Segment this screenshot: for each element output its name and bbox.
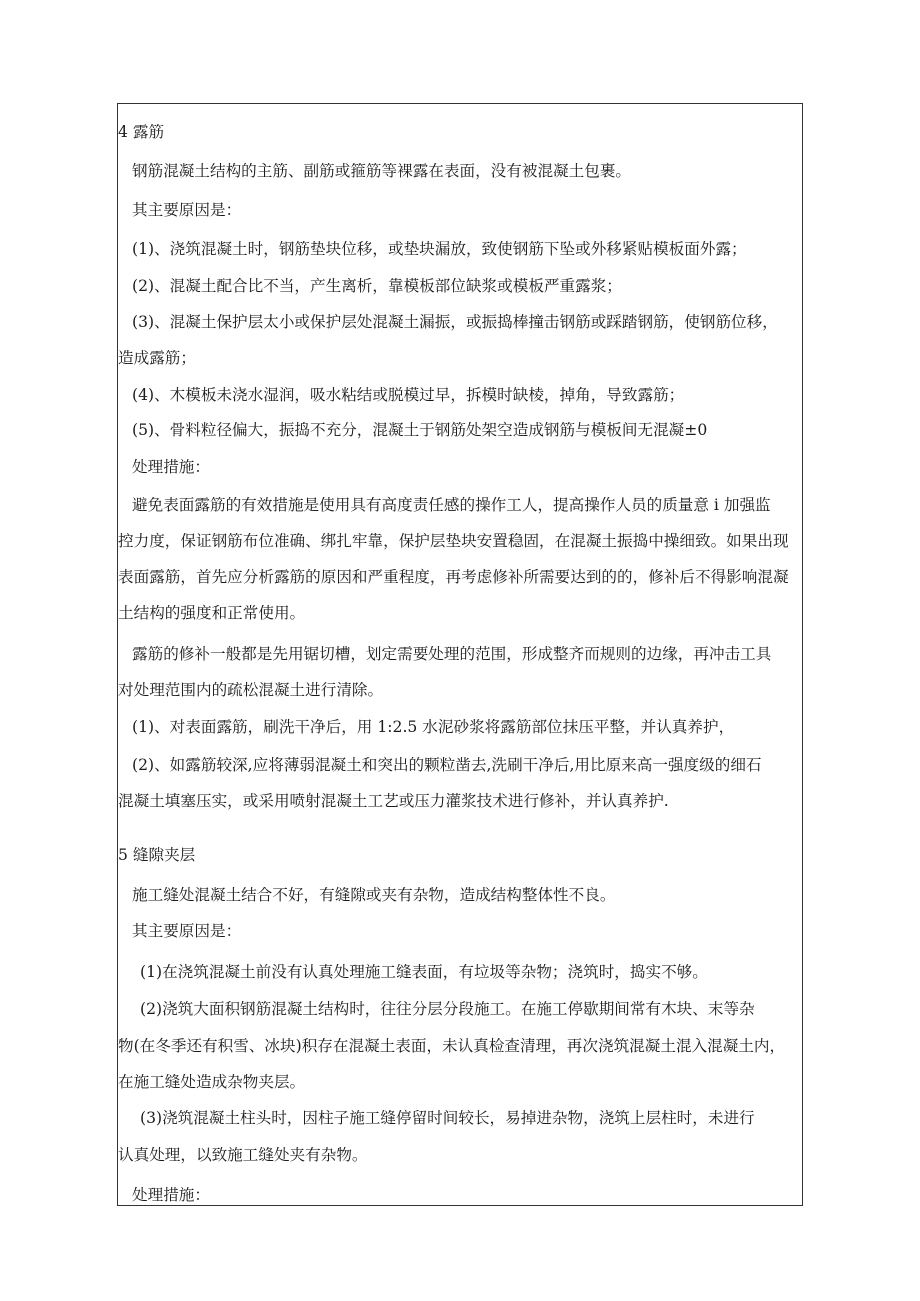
section-5-title: 5 缝隙夹层 xyxy=(118,846,196,864)
section-5-cause-3-line-1: (3)浇筑混凝土柱头时，因柱子施工缝停留时间较长，易掉进杂物，浇筑上层柱时，未进行 xyxy=(140,1109,755,1127)
section-4-para-1-line-1: 避免表面露筋的有效措施是使用具有高度责任感的操作工人，提高操作人员的质量意 i 加强监 xyxy=(132,496,771,514)
section-4-cause-1: (1)、浇筑混凝土时，钢筋垫块位移，或垫块漏放，致使钢筋下坠或外移紧贴模板面外露； xyxy=(132,240,747,258)
section-4-cause-4: (4)、木模板未浇水湿润，吸水粘结或脱模过早，拆模时缺棱，掉角，导致露筋； xyxy=(132,386,685,404)
section-4-para-1-line-2: 控力度，保证钢筋布位准确、绑扎牢靠，保护层垫块安置稳固，在混凝土振捣中操细致。如果出现 xyxy=(118,532,789,550)
section-4-title: 4 露筋 xyxy=(118,123,165,141)
section-4-fix-1: (1)、对表面露筋，刷洗干净后，用 1:2.5 水泥砂浆将露筋部位抹压平整，并认真养护， xyxy=(132,718,735,736)
section-4-measures-title: 处理措施： xyxy=(132,458,210,476)
section-4-definition: 钢筋混凝土结构的主筋、副筋或箍筋等裸露在表面，没有被混凝土包裹。 xyxy=(132,162,632,180)
section-4-para-2-line-2: 对处理范围内的疏松混凝土进行清除。 xyxy=(118,681,384,699)
section-4-para-2-line-1: 露筋的修补一般都是先用锯切槽，划定需要处理的范围，形成整齐而规则的边缘，再冲击工具 xyxy=(132,645,772,663)
section-4-cause-2: (2)、混凝土配合比不当，产生离析，靠模板部位缺浆或模板严重露浆； xyxy=(132,277,622,295)
section-5-cause-2-line-3: 在施工缝处造成杂物夹层。 xyxy=(118,1073,306,1091)
section-5-cause-3-line-2: 认真处理，以致施工缝处夹有杂物。 xyxy=(118,1146,368,1164)
section-5-causes-title: 其主要原因是： xyxy=(132,922,242,940)
section-4-causes-title: 其主要原因是： xyxy=(132,201,242,219)
section-5-cause-2-line-1: (2)浇筑大面积钢筋混凝土结构时，往往分层分段施工。在施工停歇期间常有木块、末等杂 xyxy=(140,1000,755,1018)
section-4-cause-5: (5)、骨料粒径偏大，振捣不充分，混凝土于钢筋处架空造成钢筋与模板间无混凝±0 xyxy=(132,421,708,439)
section-4-fix-2-line-2: 混凝土填塞压实，或采用喷射混凝土工艺或压力灌浆技术进行修补，并认真养护. xyxy=(118,792,669,810)
section-5-measures-title: 处理措施： xyxy=(132,1186,210,1204)
section-4-para-1-line-3: 表面露筋，首先应分析露筋的原因和严重程度，再考虑修补所需要达到的的，修补后不得影响混凝 xyxy=(118,568,789,586)
section-4-cause-3-line-1: (3)、混凝土保护层太小或保护层处混凝土漏振，或振捣棒撞击钢筋或踩踏钢筋，使钢筋位移， xyxy=(132,313,778,331)
section-5-definition: 施工缝处混凝土结合不好，有缝隙或夹有杂物，造成结构整体性不良。 xyxy=(132,886,616,904)
document-frame xyxy=(117,103,803,1206)
section-5-cause-2-line-2: 物(在冬季还有积雪、冰块)积存在混凝土表面，未认真检查清理，再次浇筑混凝土混入混凝土内， xyxy=(118,1037,786,1055)
section-4-fix-2-line-1: (2)、如露筋较深,应将薄弱混凝土和突出的颗粒凿去,洗刷干净后,用比原来高一强度级的细石 xyxy=(132,756,762,774)
section-4-cause-3-line-2: 造成露筋； xyxy=(118,349,196,367)
section-4-para-1-line-4: 土结构的强度和正常使用。 xyxy=(118,604,306,622)
section-5-cause-1: (1)在浇筑混凝土前没有认真处理施工缝表面，有垃圾等杂物；浇筑时，捣实不够。 xyxy=(140,963,708,981)
